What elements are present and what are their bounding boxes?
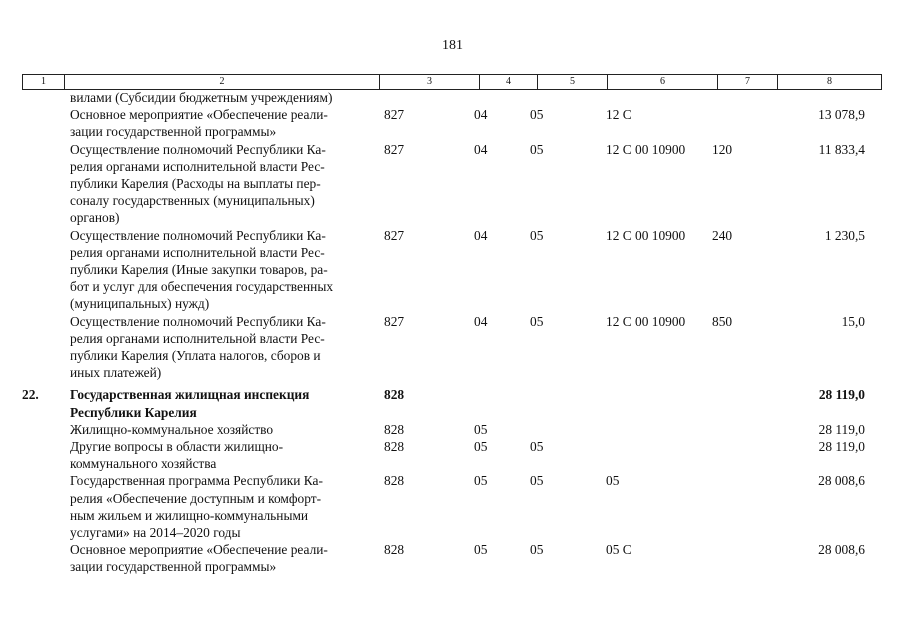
cell-name xyxy=(70,313,370,382)
table-row xyxy=(0,89,905,106)
cell-name-line: Государственная программа Республики Ка- xyxy=(70,473,323,489)
table-row xyxy=(0,141,905,227)
header-col-5: 5 xyxy=(538,75,608,89)
cell-target-article: 05 С xyxy=(606,542,632,558)
cell-department-code: 828 xyxy=(384,387,405,403)
cell-section-code: 04 xyxy=(474,107,488,123)
cell-amount: 28 008,6 xyxy=(818,473,865,489)
cell-section-code: 05 xyxy=(474,542,488,558)
cell-name xyxy=(70,141,370,227)
cell-amount: 28 119,0 xyxy=(818,439,865,455)
cell-name xyxy=(70,472,370,541)
cell-section-code: 04 xyxy=(474,227,488,243)
cell-name-line: релия органами исполнительной власти Рес- xyxy=(70,244,325,260)
cell-expense-type: 240 xyxy=(712,227,733,243)
cell-expense-type: 850 xyxy=(712,313,733,329)
cell-subsection-code: 05 xyxy=(530,313,544,329)
cell-department-code: 828 xyxy=(384,439,405,455)
table-row xyxy=(0,421,905,438)
cell-name xyxy=(70,541,370,575)
cell-name-line: органов) xyxy=(70,210,120,226)
cell-amount: 28 119,0 xyxy=(818,387,865,403)
table-row xyxy=(0,313,905,382)
cell-target-article: 05 xyxy=(606,473,620,489)
header-col-8: 8 xyxy=(827,76,832,87)
cell-subsection-code: 05 xyxy=(530,141,544,157)
cell-amount: 11 833,4 xyxy=(818,141,865,157)
cell-name xyxy=(70,106,370,140)
header-col-1: 1 xyxy=(23,75,65,89)
cell-name-line: Осуществление полномочий Республики Ка- xyxy=(70,313,326,329)
cell-name-line: Другие вопросы в области жилищно- xyxy=(70,439,284,455)
cell-section-code: 04 xyxy=(474,313,488,329)
cell-name-line: (муниципальных) нужд) xyxy=(70,296,210,312)
cell-section-code: 05 xyxy=(474,439,488,455)
header-col-4: 4 xyxy=(480,75,538,89)
cell-amount: 28 008,6 xyxy=(818,542,865,558)
table-row xyxy=(0,227,905,313)
cell-name-line: соналу государственных (муниципальных) xyxy=(70,193,315,209)
cell-target-article: 12 С 00 10900 xyxy=(606,313,686,329)
cell-name-line: иных платежей) xyxy=(70,365,162,381)
cell-name-line: зации государственной программы» xyxy=(70,124,277,140)
cell-department-code: 828 xyxy=(384,421,405,437)
cell-name-line: Основное мероприятие «Обеспечение реали- xyxy=(70,107,328,123)
cell-section-code: 05 xyxy=(474,421,488,437)
cell-name xyxy=(70,227,370,313)
cell-subsection-code: 05 xyxy=(530,439,544,455)
cell-name-line: релия органами исполнительной власти Рес- xyxy=(70,330,325,346)
cell-amount: 15,0 xyxy=(841,313,865,329)
cell-name xyxy=(70,421,370,438)
cell-department-code: 827 xyxy=(384,107,405,123)
cell-section-code: 04 xyxy=(474,141,488,157)
cell-department-code: 828 xyxy=(384,542,405,558)
table-row xyxy=(0,541,905,575)
cell-subsection-code: 05 xyxy=(530,227,544,243)
cell-subsection-code: 05 xyxy=(530,542,544,558)
cell-name-line: бот и услуг для обеспечения государственных xyxy=(70,279,334,295)
cell-name-line: публики Карелия (Расходы на выплаты пер- xyxy=(70,176,321,192)
cell-name-line: коммунального хозяйства xyxy=(70,456,217,472)
row-number: 22. xyxy=(22,387,39,403)
header-col-3: 3 xyxy=(380,75,480,89)
page-number: 181 xyxy=(442,38,463,53)
table-header xyxy=(22,74,882,90)
table-row xyxy=(0,106,905,140)
table-row xyxy=(0,472,905,541)
cell-name-line: релия «Обеспечение доступным и комфорт- xyxy=(70,490,322,506)
cell-target-article: 12 С 00 10900 xyxy=(606,227,686,243)
header-col-2: 2 xyxy=(65,75,380,89)
cell-section-code: 05 xyxy=(474,473,488,489)
budget-table-body xyxy=(0,89,905,576)
cell-expense-type: 120 xyxy=(712,141,733,157)
cell-name-line: зации государственной программы» xyxy=(70,559,277,575)
cell-name-line: услугами» на 2014–2020 годы xyxy=(70,525,241,541)
cell-name-line: Жилищно-коммунальное хозяйство xyxy=(70,421,274,437)
table-row xyxy=(0,438,905,472)
cell-subsection-code: 05 xyxy=(530,107,544,123)
cell-amount: 13 078,9 xyxy=(818,107,865,123)
cell-department-code: 828 xyxy=(384,473,405,489)
cell-department-code: 827 xyxy=(384,227,405,243)
cell-name-line: Осуществление полномочий Республики Ка- xyxy=(70,227,326,243)
cell-amount: 28 119,0 xyxy=(818,421,865,437)
header-col-6: 6 xyxy=(608,75,718,89)
cell-target-article: 12 С 00 10900 xyxy=(606,141,686,157)
cell-name-line: публики Карелия (Иные закупки товаров, ра- xyxy=(70,262,328,278)
cell-name-line: Республики Карелия xyxy=(70,404,197,420)
cell-name-line: публики Карелия (Уплата налогов, сборов и xyxy=(70,348,321,364)
cell-name xyxy=(70,386,370,420)
cell-amount: 1 230,5 xyxy=(824,227,865,243)
header-col-7: 7 xyxy=(718,75,778,89)
cell-name-line: Основное мероприятие «Обеспечение реали- xyxy=(70,542,328,558)
cell-name-line: Государственная жилищная инспекция xyxy=(70,387,310,403)
cell-name-line: Осуществление полномочий Республики Ка- xyxy=(70,141,326,157)
cell-department-code: 827 xyxy=(384,313,405,329)
table-row xyxy=(0,386,905,420)
cell-name xyxy=(70,89,370,106)
cell-name-line: вилами (Субсидии бюджетным учреждениям) xyxy=(70,90,333,105)
cell-name xyxy=(70,438,370,472)
cell-target-article: 12 С xyxy=(606,107,632,123)
cell-department-code: 827 xyxy=(384,141,405,157)
cell-name-line: релия органами исполнительной власти Рес- xyxy=(70,158,325,174)
cell-name-line: ным жильем и жилищно-коммунальными xyxy=(70,507,309,523)
cell-subsection-code: 05 xyxy=(530,473,544,489)
